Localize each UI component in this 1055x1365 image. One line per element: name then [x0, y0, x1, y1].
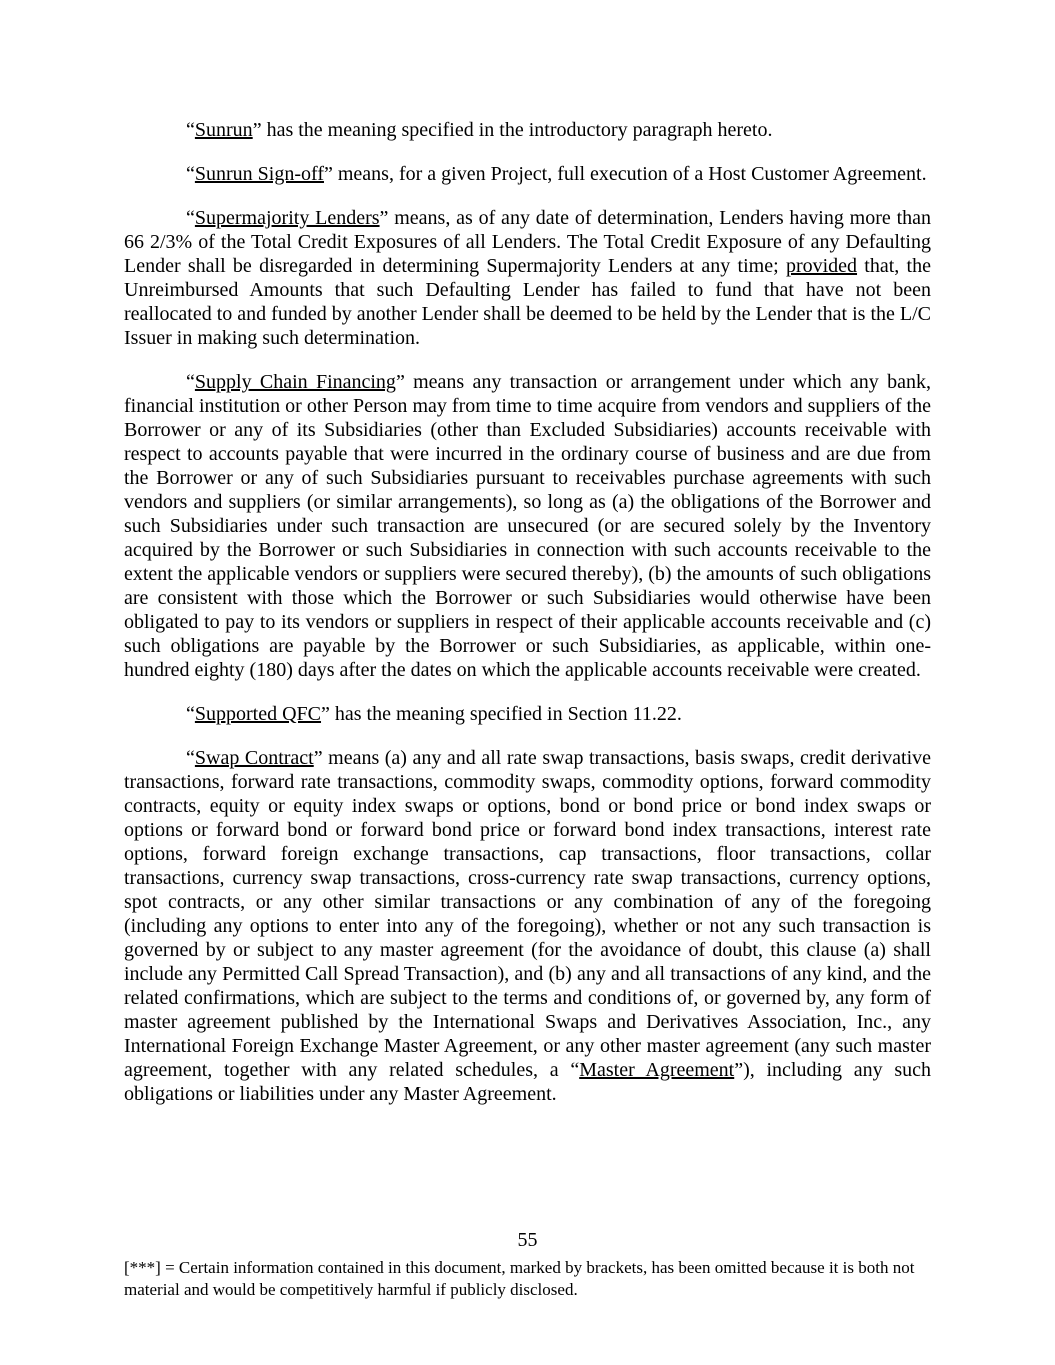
- paragraph-supply-chain-financing: [124, 370, 931, 682]
- defined-term-sunrun: Sunrun: [194, 119, 253, 141]
- definition-text: ” means any transaction or arrangement under which any bank, financial institution or other Person may from time to time acquire from vendors and suppliers of the Borrower or any of its Subsidiaries (other than Excluded Subsidiaries) accounts receivable with respect to accounts payable that were incurred in the ordinary course of business and are due from the Borrower or any of such Subsidiaries pursuant to receivables purchase agreements with such vendors and suppliers (or similar arrangements), so long as (a) the obligations of the Borrower and such Subsidiaries under such transaction are unsecured (or are secured solely by the Inventory acquired by the Borrower or such Subsidiaries in connection with such accounts receivable to the extent the applicable vendors or suppliers were secured thereby), (b) the amounts of such obligations are consistent with those which the Borrower or such Subsidiaries would otherwise have been obligated to pay to its vendors or suppliers in respect of their applicable accounts receivable and (c) such obligations are payable by the Borrower or such Subsidiaries, as applicable, within one-hundred eighty (180) days after the dates on which the applicable accounts receivable were created.: [124, 371, 931, 681]
- open-quote: “: [186, 371, 195, 393]
- paragraph-sunrun-sign-off: [124, 162, 931, 186]
- paragraph-supported-qfc: [124, 702, 931, 726]
- page-number: 55: [517, 1229, 538, 1251]
- definition-text: ” means, as of any date of determination, Lenders having more than 66 2/3% of the Total Credit Exposures of all Lenders. The Total Credit Exposure of any Defaulting Lender shall be disregarded in determining Supermajority Lenders at any time;: [124, 207, 932, 277]
- open-quote: “: [186, 119, 195, 141]
- underlined-term-provided: provided: [785, 255, 858, 277]
- footnote: [***] = Certain information contained in this document, marked by brackets, has been omitted because it is both not material and would be competitively harmful if publicly disclosed.: [124, 1258, 915, 1299]
- paragraph-sunrun: [124, 118, 931, 142]
- defined-term-master-agreement: Master Agreement: [579, 1059, 735, 1081]
- document-body: [124, 118, 931, 1126]
- open-quote: “: [186, 163, 195, 185]
- defined-term-supermajority-lenders: Supermajority Lenders: [194, 207, 380, 229]
- paragraph-supermajority-lenders: [124, 206, 931, 350]
- open-quote: “: [186, 207, 195, 229]
- definition-text: ” has the meaning specified in Section 11.22.: [321, 703, 682, 725]
- definition-text: that, the Unreimbursed Amounts that such Defaulting Lender has failed to fund that have not been reallocated to and funded by another Lender shall be deemed to be held by the Lender that is the L/C Issuer in making such determination.: [124, 255, 931, 349]
- defined-term-supported-qfc: Supported QFC: [194, 703, 322, 725]
- defined-term-supply-chain-financing: Supply Chain Financing: [194, 371, 396, 393]
- definition-text: ” means (a) any and all rate swap transactions, basis swaps, credit derivative transactions, forward rate transactions, commodity swaps, commodity options, forward commodity contracts, equity or equity index swaps or options, bond or bond price or bond index swaps or options or forward bond or forward bond price or forward bond index transactions, interest rate options, forward foreign exchange transactions, cap transactions, floor transactions, collar transactions, currency swap transactions, cross-currency rate swap transactions, currency options, spot contracts, or any other similar transactions or any combination of any of the foregoing (including any options to enter into any of the foregoing), whether or not any such transaction is governed by or subject to any master agreement (for the avoidance of doubt, this clause (a) shall include any Permitted Call Spread Transaction), and (b) any and all transactions of any kind, and the related confirmations, which are subject to the terms and conditions of, or governed by, any form of master agreement published by the International Swaps and Derivatives Association, Inc., any International Foreign Exchange Master Agreement, or any other master agreement (any such master agreement, together with any related schedules, a “: [124, 747, 931, 1081]
- open-quote: “: [186, 703, 195, 725]
- definition-text: ”), including any such obligations or liabilities under any Master Agreement.: [124, 1059, 932, 1105]
- defined-term-swap-contract: Swap Contract: [194, 747, 314, 769]
- defined-term-sunrun-sign-off: Sunrun Sign-off: [194, 163, 324, 185]
- paragraph-swap-contract: [124, 746, 931, 1106]
- definition-text: ” means, for a given Project, full execution of a Host Customer Agreement.: [323, 163, 927, 185]
- open-quote: “: [186, 747, 195, 769]
- definition-text: ” has the meaning specified in the introductory paragraph hereto.: [252, 119, 773, 141]
